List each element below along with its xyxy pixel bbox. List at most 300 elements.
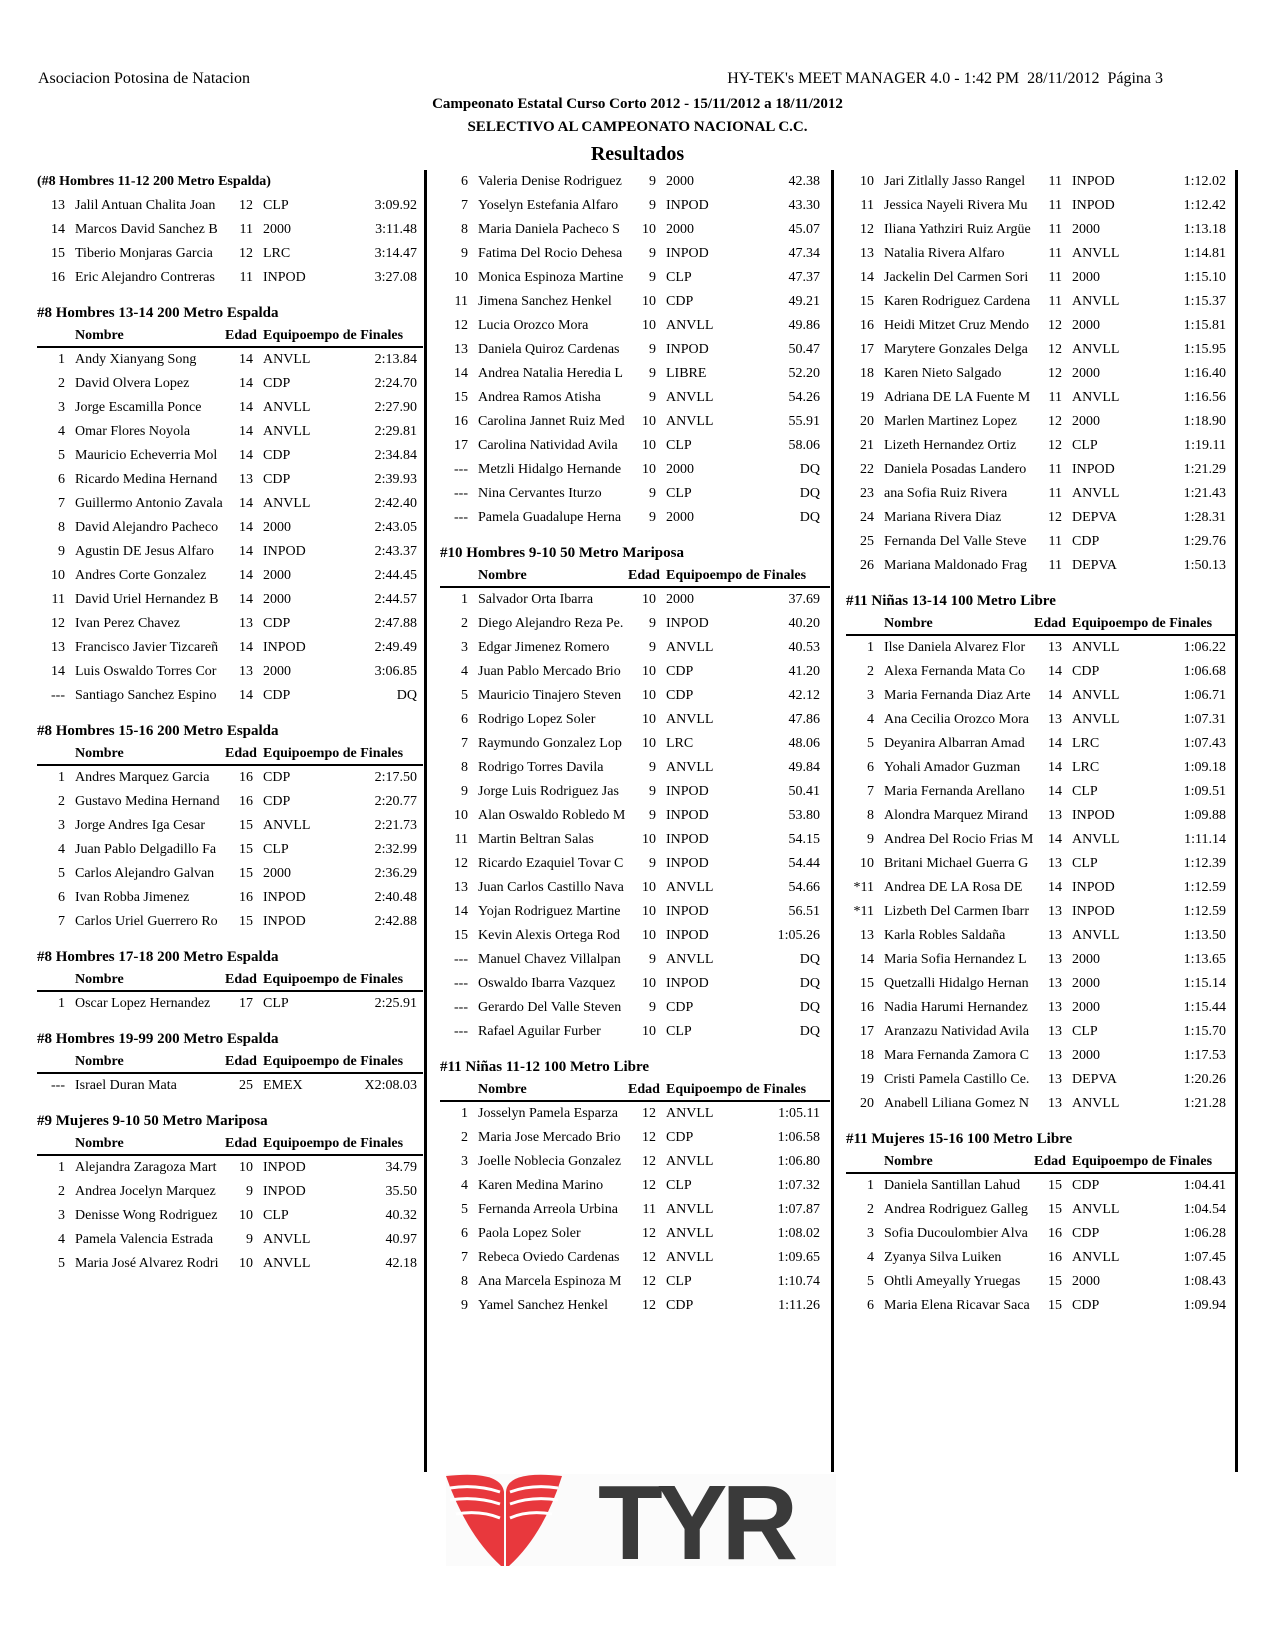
age: 11 (1048, 174, 1062, 189)
team: 2000 (666, 510, 694, 525)
place: 11 (51, 592, 65, 607)
place: 13 (860, 246, 874, 261)
swimmer-name: Ana Cecilia Orozco Mora (884, 712, 1029, 727)
place: 10 (454, 270, 468, 285)
final-time: 49.84 (788, 760, 820, 775)
final-time: 1:13.18 (1183, 222, 1226, 237)
result-row (846, 290, 1236, 314)
final-time: 54.44 (788, 856, 820, 871)
final-time: 1:21.29 (1183, 462, 1226, 477)
swimmer-name: Carlos Alejandro Galvan (75, 866, 215, 881)
age: 10 (642, 688, 656, 703)
event-block (37, 1098, 423, 1276)
final-time: 1:09.18 (1183, 760, 1226, 775)
team: 2000 (666, 462, 694, 477)
result-row (440, 876, 830, 900)
age-header: Edad (628, 1082, 660, 1097)
swimmer-name: Guillermo Antonio Zavala (75, 496, 223, 511)
team: ANVLL (1072, 342, 1120, 357)
final-time: 58.06 (788, 438, 820, 453)
place: 1 (58, 770, 65, 785)
name-header: Nombre (75, 328, 124, 343)
result-row (37, 242, 423, 266)
result-row (440, 362, 830, 386)
age: 11 (1048, 294, 1062, 309)
age: 14 (1048, 880, 1062, 895)
result-row (846, 218, 1236, 242)
place: 10 (860, 856, 874, 871)
age: 11 (239, 270, 253, 285)
age: 9 (649, 1000, 656, 1015)
event-title: #8 Hombres 13-14 200 Metro Espalda (37, 305, 279, 321)
event-block (37, 934, 423, 1016)
result-row (440, 386, 830, 410)
result-row (37, 218, 423, 242)
swimmer-name: Maria Sofia Hernandez L (884, 952, 1027, 967)
age: 9 (649, 808, 656, 823)
result-row (846, 828, 1236, 852)
final-time: 3:09.92 (374, 198, 417, 213)
age: 14 (239, 688, 253, 703)
final-time: X2:08.03 (364, 1078, 417, 1093)
final-time: 1:06.28 (1183, 1226, 1226, 1241)
final-time: 1:21.43 (1183, 486, 1226, 501)
name-header: Nombre (75, 1054, 124, 1069)
place: 12 (860, 222, 874, 237)
place: 15 (454, 928, 468, 943)
team: CDP (1072, 664, 1100, 679)
team: INPOD (666, 976, 709, 991)
tyr-logo-icon (446, 1474, 836, 1566)
result-row (440, 242, 830, 266)
result-row (846, 804, 1236, 828)
swimmer-name: Paola Lopez Soler (478, 1226, 581, 1241)
swimmer-name: Maria José Alvarez Rodri (75, 1256, 219, 1271)
age: 14 (239, 496, 253, 511)
swimmer-name: Marcos David Sanchez B (75, 222, 218, 237)
event-title: #10 Hombres 9-10 50 Metro Mariposa (440, 545, 684, 561)
team: CLP (263, 996, 289, 1011)
team: CLP (666, 438, 692, 453)
results-column-2 (440, 170, 830, 1318)
result-row (846, 996, 1236, 1020)
team: CDP (666, 1298, 694, 1313)
result-row (846, 1020, 1236, 1044)
final-time: 1:06.58 (777, 1130, 820, 1145)
team: CLP (263, 842, 289, 857)
age: 9 (649, 784, 656, 799)
place: 24 (860, 510, 874, 525)
team: 2000 (1072, 366, 1100, 381)
column-header-row (440, 565, 830, 588)
swimmer-name: Israel Duran Mata (75, 1078, 177, 1093)
team: ANVLL (666, 1202, 714, 1217)
age: 9 (649, 390, 656, 405)
result-row (37, 684, 423, 708)
event-block (440, 530, 830, 1044)
age-header: Edad (225, 328, 257, 343)
place: --- (51, 1078, 65, 1093)
result-row (846, 1198, 1236, 1222)
age: 15 (239, 866, 253, 881)
result-row (846, 458, 1236, 482)
swimmer-name: Agustin DE Jesus Alfaro (75, 544, 214, 559)
team: 2000 (666, 174, 694, 189)
swimmer-name: Santiago Sanchez Espino (75, 688, 217, 703)
swimmer-name: Juan Carlos Castillo Nava (478, 880, 624, 895)
age: 11 (1048, 270, 1062, 285)
final-time: 1:50.13 (1183, 558, 1226, 573)
final-time: 40.53 (788, 640, 820, 655)
result-row (846, 1068, 1236, 1092)
swimmer-name: Rafael Aguilar Furber (478, 1024, 601, 1039)
team: CDP (263, 688, 291, 703)
team: INPOD (666, 198, 709, 213)
swimmer-name: Tiberio Monjaras Garcia (75, 246, 213, 261)
final-time: 1:12.59 (1183, 904, 1226, 919)
age-header: Edad (1034, 1154, 1066, 1169)
age: 10 (239, 1160, 253, 1175)
team: 2000 (1072, 1274, 1100, 1289)
spacer (37, 1016, 423, 1027)
swimmer-name: Salvador Orta Ibarra (478, 592, 594, 607)
spacer (37, 290, 423, 301)
swimmer-name: Anabell Liliana Gomez N (884, 1096, 1030, 1111)
final-time: 1:15.14 (1183, 976, 1226, 991)
place: 1 (58, 996, 65, 1011)
swimmer-name: Rebeca Oviedo Cardenas (478, 1250, 620, 1265)
team: 2000 (666, 592, 694, 607)
swimmer-name: Andrea DE LA Rosa DE (884, 880, 1023, 895)
swimmer-name: Maria Daniela Pacheco S (478, 222, 620, 237)
team: ANVLL (666, 760, 714, 775)
age: 14 (1048, 784, 1062, 799)
final-time: DQ (799, 1024, 820, 1039)
name-header: Nombre (478, 1082, 527, 1097)
place: 8 (58, 520, 65, 535)
swimmer-name: Karla Robles Saldaña (884, 928, 1006, 943)
swimmer-name: Mariana Rivera Diaz (884, 510, 1002, 525)
event-title: (#8 Hombres 11-12 200 Metro Espalda) (37, 174, 271, 189)
place: 4 (867, 1250, 874, 1265)
team: 2000 (263, 222, 291, 237)
result-row (846, 266, 1236, 290)
final-time: 47.37 (788, 270, 820, 285)
final-time: 2:42.40 (374, 496, 417, 511)
swimmer-name: Denisse Wong Rodriguez (75, 1208, 218, 1223)
swimmer-name: ana Sofia Ruiz Rivera (884, 486, 1008, 501)
place: 11 (454, 294, 468, 309)
team: 2000 (1072, 270, 1100, 285)
swimmer-name: Karen Medina Marino (478, 1178, 604, 1193)
event-title: #8 Hombres 15-16 200 Metro Espalda (37, 723, 279, 739)
final-time: 1:17.53 (1183, 1048, 1226, 1063)
age: 10 (642, 880, 656, 895)
final-time: 3:27.08 (374, 270, 417, 285)
final-time: 1:15.95 (1183, 342, 1226, 357)
age: 13 (1048, 1096, 1062, 1111)
event-block (846, 170, 1236, 578)
results-column-1 (37, 170, 423, 1276)
team: INPOD (263, 890, 306, 905)
swimmer-name: Karen Nieto Salgado (884, 366, 1002, 381)
team: ANVLL (1072, 1250, 1120, 1265)
team: CLP (1072, 784, 1098, 799)
swimmer-name: Deyanira Albarran Amad (884, 736, 1025, 751)
place: 25 (860, 534, 874, 549)
age: 9 (649, 760, 656, 775)
team: ANVLL (263, 352, 311, 367)
place: 13 (454, 880, 468, 895)
team-time-header: Equipoempo de Finales (263, 328, 404, 343)
age: 9 (649, 616, 656, 631)
result-row (440, 1150, 830, 1174)
final-time: 1:05.11 (778, 1106, 820, 1121)
event-block (440, 170, 830, 530)
place: 6 (867, 760, 874, 775)
place: 5 (461, 688, 468, 703)
final-time: 1:15.70 (1183, 1024, 1226, 1039)
final-time: 1:18.90 (1183, 414, 1226, 429)
team: CDP (1072, 534, 1100, 549)
final-time: 45.07 (788, 222, 820, 237)
final-time: 2:17.50 (374, 770, 417, 785)
age: 12 (239, 246, 253, 261)
final-time: 2:25.91 (374, 996, 417, 1011)
team: ANVLL (666, 880, 714, 895)
result-row (846, 972, 1236, 996)
swimmer-name: Pamela Valencia Estrada (75, 1232, 214, 1247)
swimmer-name: Juan Pablo Mercado Brio (478, 664, 621, 679)
result-row (440, 506, 830, 530)
team: CLP (263, 1208, 289, 1223)
swimmer-name: Juan Pablo Delgadillo Fa (75, 842, 217, 857)
swimmer-name: Fatima Del Rocio Dehesa (478, 246, 623, 261)
age: 13 (1048, 1072, 1062, 1087)
swimmer-name: Carolina Jannet Ruiz Med (478, 414, 625, 429)
final-time: 35.50 (385, 1184, 417, 1199)
place: 6 (58, 890, 65, 905)
final-time: 1:06.71 (1183, 688, 1226, 703)
result-row (440, 996, 830, 1020)
place: --- (51, 688, 65, 703)
age-header: Edad (628, 568, 660, 583)
age-header: Edad (225, 972, 257, 987)
result-row (37, 838, 423, 862)
place: 1 (867, 640, 874, 655)
swimmer-name: Lizbeth Del Carmen Ibarr (884, 904, 1029, 919)
final-time: 2:21.73 (374, 818, 417, 833)
team: ANVLL (666, 318, 714, 333)
meet-subtitle: SELECTIVO AL CAMPEONATO NACIONAL C.C. (467, 119, 808, 135)
result-row (440, 1174, 830, 1198)
swimmer-name: Britani Michael Guerra G (884, 856, 1029, 871)
final-time: 40.32 (385, 1208, 417, 1223)
team: ANVLL (666, 712, 714, 727)
name-header: Nombre (75, 746, 124, 761)
team: INPOD (1072, 462, 1115, 477)
team: ANVLL (263, 1256, 311, 1271)
result-row (37, 766, 423, 790)
result-row (37, 992, 423, 1016)
team-time-header: Equipoempo de Finales (666, 1082, 807, 1097)
result-row (440, 218, 830, 242)
final-time: 2:34.84 (374, 448, 417, 463)
final-time: 42.12 (788, 688, 820, 703)
swimmer-name: Ohtli Ameyally Yruegas (884, 1274, 1021, 1289)
team: INPOD (666, 342, 709, 357)
final-time: 53.80 (788, 808, 820, 823)
team: INPOD (1072, 174, 1115, 189)
result-row (440, 828, 830, 852)
result-row (440, 708, 830, 732)
age: 9 (649, 856, 656, 871)
team: 2000 (1072, 318, 1100, 333)
final-time: 55.91 (788, 414, 820, 429)
results-column-3 (846, 170, 1236, 1318)
result-row (846, 780, 1236, 804)
age: 15 (239, 818, 253, 833)
swimmer-name: Andrea Ramos Atisha (478, 390, 601, 405)
swimmer-name: Lizeth Hernandez Ortiz (884, 438, 1017, 453)
column-header-row (846, 1151, 1236, 1174)
age: 15 (1048, 1298, 1062, 1313)
swimmer-name: Marlen Martinez Lopez (884, 414, 1017, 429)
swimmer-name: Jalil Antuan Chalita Joan (75, 198, 216, 213)
result-row (37, 194, 423, 218)
final-time: 1:06.80 (777, 1154, 820, 1169)
age: 16 (239, 770, 253, 785)
result-row (846, 852, 1236, 876)
place: 15 (860, 976, 874, 991)
result-row (846, 1294, 1236, 1318)
team: INPOD (666, 928, 709, 943)
age: 9 (649, 174, 656, 189)
age: 14 (239, 592, 253, 607)
swimmer-name: Manuel Chavez Villalpan (478, 952, 621, 967)
team: 2000 (263, 664, 291, 679)
place: 16 (860, 1000, 874, 1015)
age: 14 (1048, 664, 1062, 679)
final-time: 1:28.31 (1183, 510, 1226, 525)
place: 15 (454, 390, 468, 405)
final-time: 1:14.81 (1183, 246, 1226, 261)
result-row (846, 924, 1236, 948)
place: 6 (461, 1226, 468, 1241)
team: CDP (666, 294, 694, 309)
team: CDP (263, 770, 291, 785)
result-row (440, 194, 830, 218)
age-header: Edad (1034, 616, 1066, 631)
age: 13 (1048, 1024, 1062, 1039)
age: 9 (649, 640, 656, 655)
place: 5 (58, 1256, 65, 1271)
team: CDP (263, 616, 291, 631)
swimmer-name: Carolina Natividad Avila (478, 438, 618, 453)
team: CLP (666, 1178, 692, 1193)
age-header: Edad (225, 1136, 257, 1151)
place: *11 (853, 880, 874, 895)
team: LRC (263, 246, 291, 261)
result-row (37, 468, 423, 492)
final-time: 1:10.74 (777, 1274, 820, 1289)
column-header-row (37, 1133, 423, 1156)
swimmer-name: Jessica Nayeli Rivera Mu (884, 198, 1028, 213)
result-row (37, 372, 423, 396)
team-time-header: Equipoempo de Finales (263, 1054, 404, 1069)
team: ANVLL (666, 390, 714, 405)
swimmer-name: Metzli Hidalgo Hernande (478, 462, 622, 477)
team: INPOD (666, 616, 709, 631)
team: ANVLL (1072, 390, 1120, 405)
final-time: 1:09.88 (1183, 808, 1226, 823)
result-row (440, 482, 830, 506)
team: CDP (263, 794, 291, 809)
place: 1 (867, 1178, 874, 1193)
age: 12 (1048, 342, 1062, 357)
age: 14 (239, 568, 253, 583)
swimmer-name: Edgar Jimenez Romero (478, 640, 610, 655)
result-row (440, 1294, 830, 1318)
age: 15 (1048, 1202, 1062, 1217)
swimmer-name: Yamel Sanchez Henkel (478, 1298, 608, 1313)
team: LRC (666, 736, 694, 751)
final-time: 1:15.44 (1183, 1000, 1226, 1015)
place: 2 (58, 1184, 65, 1199)
swimmer-name: Maria Elena Ricavar Saca (884, 1298, 1030, 1313)
result-row (37, 516, 423, 540)
swimmer-name: Rodrigo Torres Davila (478, 760, 604, 775)
swimmer-name: Yohali Amador Guzman (884, 760, 1021, 775)
team: CLP (666, 270, 692, 285)
team: ANVLL (263, 818, 311, 833)
result-row (846, 194, 1236, 218)
swimmer-name: Jorge Escamilla Ponce (75, 400, 202, 415)
event-block (37, 170, 423, 290)
age: 14 (239, 448, 253, 463)
result-row (846, 1092, 1236, 1116)
age: 14 (239, 520, 253, 535)
result-row (37, 1204, 423, 1228)
swimmer-name: Eric Alejandro Contreras (75, 270, 215, 285)
age: 13 (1048, 1000, 1062, 1015)
result-row (37, 660, 423, 684)
place: 14 (454, 904, 468, 919)
swimmer-name: Aranzazu Natividad Avila (884, 1024, 1030, 1039)
swimmer-name: Karen Rodriguez Cardena (884, 294, 1031, 309)
final-time: 1:12.42 (1183, 198, 1226, 213)
final-time: 1:29.76 (1183, 534, 1226, 549)
place: 2 (58, 376, 65, 391)
place: 4 (58, 1232, 65, 1247)
age: 11 (642, 1202, 656, 1217)
team: ANVLL (666, 952, 714, 967)
age: 14 (239, 424, 253, 439)
team: ANVLL (1072, 294, 1120, 309)
final-time: 40.97 (385, 1232, 417, 1247)
place: 12 (454, 856, 468, 871)
age: 13 (239, 616, 253, 631)
age: 12 (1048, 366, 1062, 381)
event-block (846, 578, 1236, 1116)
team: ANVLL (1072, 832, 1120, 847)
swimmer-name: Andres Marquez Garcia (75, 770, 210, 785)
name-header: Nombre (884, 616, 933, 631)
place: 11 (860, 198, 874, 213)
final-time: 48.06 (788, 736, 820, 751)
team: INPOD (1072, 904, 1115, 919)
final-time: 1:09.51 (1183, 784, 1226, 799)
